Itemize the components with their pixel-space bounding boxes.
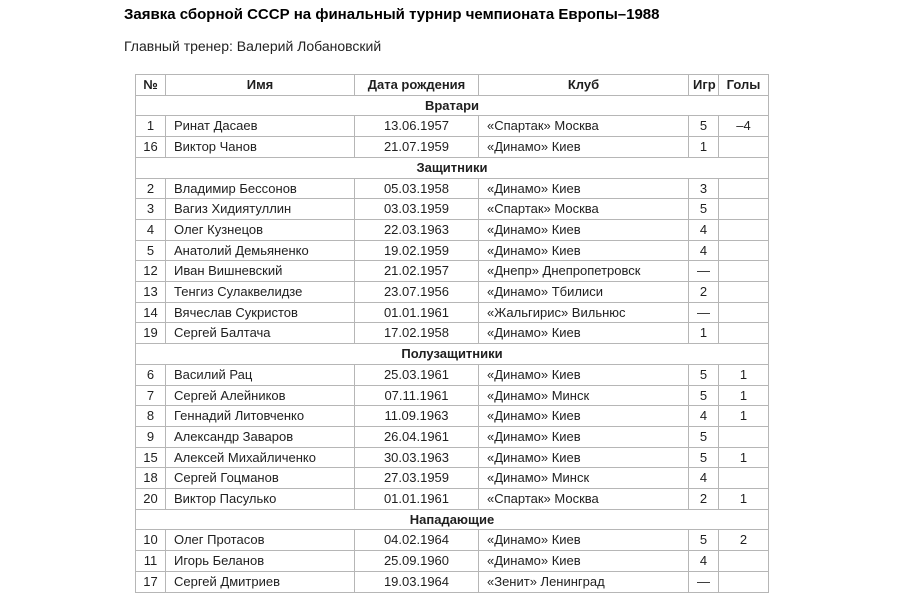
goals-scored [719, 261, 769, 282]
player-name: Виктор Пасулько [166, 489, 355, 510]
section-row [136, 344, 769, 365]
table-row [136, 530, 769, 551]
table-row [136, 219, 769, 240]
club-name: «Динамо» Киев [479, 364, 689, 385]
club-name: «Динамо» Киев [479, 240, 689, 261]
table-row [136, 426, 769, 447]
player-name: Сергей Дмитриев [166, 571, 355, 592]
birth-date: 13.06.1957 [355, 116, 479, 137]
table-row [136, 571, 769, 592]
goals-scored [719, 571, 769, 592]
player-number: 11 [136, 551, 166, 572]
table-row [136, 406, 769, 427]
birth-date: 19.03.1964 [355, 571, 479, 592]
player-name: Геннадий Литовченко [166, 406, 355, 427]
games-played: 2 [689, 282, 719, 303]
birth-date: 21.02.1957 [355, 261, 479, 282]
club-name: «Спартак» Москва [479, 489, 689, 510]
birth-date: 21.07.1959 [355, 137, 479, 158]
table-row [136, 261, 769, 282]
club-name: «Динамо» Киев [479, 426, 689, 447]
goals-scored: 1 [719, 489, 769, 510]
birth-date: 22.03.1963 [355, 219, 479, 240]
player-number: 17 [136, 571, 166, 592]
section-row [136, 157, 769, 178]
player-name: Владимир Бессонов [166, 178, 355, 199]
birth-date: 03.03.1959 [355, 199, 479, 220]
section-title: Нападающие [136, 509, 769, 530]
games-played: 4 [689, 551, 719, 572]
birth-date: 27.03.1959 [355, 468, 479, 489]
games-played: — [689, 302, 719, 323]
games-played: 5 [689, 116, 719, 137]
club-name: «Динамо» Киев [479, 406, 689, 427]
games-played: — [689, 571, 719, 592]
birth-date: 05.03.1958 [355, 178, 479, 199]
goals-scored [719, 468, 769, 489]
table-row [136, 178, 769, 199]
player-number: 19 [136, 323, 166, 344]
player-name: Олег Кузнецов [166, 219, 355, 240]
table-row [136, 447, 769, 468]
birth-date: 25.03.1961 [355, 364, 479, 385]
table-row [136, 199, 769, 220]
club-name: «Жальгирис» Вильнюс [479, 302, 689, 323]
player-name: Анатолий Демьяненко [166, 240, 355, 261]
player-number: 9 [136, 426, 166, 447]
table-row [136, 116, 769, 137]
player-name: Тенгиз Сулаквелидзе [166, 282, 355, 303]
games-played: 5 [689, 426, 719, 447]
section-row [136, 509, 769, 530]
birth-date: 23.07.1956 [355, 282, 479, 303]
birth-date: 17.02.1958 [355, 323, 479, 344]
section-row [136, 95, 769, 116]
games-played: 5 [689, 199, 719, 220]
col-header-games: Игр [689, 75, 719, 96]
player-number: 16 [136, 137, 166, 158]
player-number: 12 [136, 261, 166, 282]
club-name: «Динамо» Киев [479, 219, 689, 240]
games-played: 4 [689, 240, 719, 261]
player-number: 6 [136, 364, 166, 385]
goals-scored: 1 [719, 385, 769, 406]
goals-scored: –4 [719, 116, 769, 137]
col-header-number: № [136, 75, 166, 96]
player-number: 3 [136, 199, 166, 220]
player-number: 7 [136, 385, 166, 406]
birth-date: 19.02.1959 [355, 240, 479, 261]
goals-scored [719, 302, 769, 323]
player-number: 8 [136, 406, 166, 427]
games-played: 5 [689, 530, 719, 551]
club-name: «Динамо» Киев [479, 551, 689, 572]
table-row [136, 240, 769, 261]
player-name: Вагиз Хидиятуллин [166, 199, 355, 220]
player-name: Алексей Михайличенко [166, 447, 355, 468]
birth-date: 07.11.1961 [355, 385, 479, 406]
goals-scored: 1 [719, 447, 769, 468]
goals-scored: 1 [719, 364, 769, 385]
games-played: 1 [689, 137, 719, 158]
goals-scored: 2 [719, 530, 769, 551]
club-name: «Динамо» Минск [479, 468, 689, 489]
player-name: Олег Протасов [166, 530, 355, 551]
goals-scored [719, 219, 769, 240]
goals-scored [719, 282, 769, 303]
club-name: «Динамо» Тбилиси [479, 282, 689, 303]
birth-date: 01.01.1961 [355, 489, 479, 510]
player-name: Сергей Алейников [166, 385, 355, 406]
games-played: 4 [689, 219, 719, 240]
birth-date: 11.09.1963 [355, 406, 479, 427]
club-name: «Динамо» Киев [479, 323, 689, 344]
player-number: 15 [136, 447, 166, 468]
table-row [136, 385, 769, 406]
squad-table [135, 74, 769, 593]
birth-date: 26.04.1961 [355, 426, 479, 447]
player-number: 1 [136, 116, 166, 137]
games-played: — [689, 261, 719, 282]
club-name: «Динамо» Киев [479, 178, 689, 199]
club-name: «Динамо» Киев [479, 137, 689, 158]
table-row [136, 489, 769, 510]
goals-scored [719, 199, 769, 220]
games-played: 1 [689, 323, 719, 344]
goals-scored: 1 [719, 406, 769, 427]
player-number: 14 [136, 302, 166, 323]
player-number: 5 [136, 240, 166, 261]
coach-line: Главный тренер: Валерий Лобановский [124, 38, 382, 54]
games-played: 5 [689, 447, 719, 468]
section-title: Полузащитники [136, 344, 769, 365]
club-name: «Динамо» Киев [479, 530, 689, 551]
birth-date: 25.09.1960 [355, 551, 479, 572]
table-row [136, 364, 769, 385]
table-row [136, 468, 769, 489]
club-name: «Динамо» Минск [479, 385, 689, 406]
club-name: «Днепр» Днепропетровск [479, 261, 689, 282]
player-number: 20 [136, 489, 166, 510]
header-row [136, 75, 769, 96]
col-header-name: Имя [166, 75, 355, 96]
games-played: 3 [689, 178, 719, 199]
birth-date: 30.03.1963 [355, 447, 479, 468]
player-number: 13 [136, 282, 166, 303]
player-name: Ринат Дасаев [166, 116, 355, 137]
games-played: 4 [689, 468, 719, 489]
goals-scored [719, 178, 769, 199]
player-number: 18 [136, 468, 166, 489]
roster-body [136, 95, 769, 592]
table-row [136, 323, 769, 344]
birth-date: 01.01.1961 [355, 302, 479, 323]
club-name: «Динамо» Киев [479, 447, 689, 468]
col-header-club: Клуб [479, 75, 689, 96]
col-header-goals: Голы [719, 75, 769, 96]
table-row [136, 282, 769, 303]
player-name: Вячеслав Сукристов [166, 302, 355, 323]
col-header-birthdate: Дата рождения [355, 75, 479, 96]
goals-scored [719, 551, 769, 572]
games-played: 2 [689, 489, 719, 510]
table-row [136, 137, 769, 158]
games-played: 5 [689, 385, 719, 406]
table-row [136, 551, 769, 572]
club-name: «Спартак» Москва [479, 199, 689, 220]
goals-scored [719, 137, 769, 158]
section-title: Вратари [136, 95, 769, 116]
club-name: «Зенит» Ленинград [479, 571, 689, 592]
player-name: Василий Рац [166, 364, 355, 385]
player-number: 2 [136, 178, 166, 199]
games-played: 5 [689, 364, 719, 385]
player-number: 4 [136, 219, 166, 240]
player-name: Игорь Беланов [166, 551, 355, 572]
section-title: Защитники [136, 157, 769, 178]
player-name: Сергей Гоцманов [166, 468, 355, 489]
player-number: 10 [136, 530, 166, 551]
birth-date: 04.02.1964 [355, 530, 479, 551]
player-name: Иван Вишневский [166, 261, 355, 282]
player-name: Сергей Балтача [166, 323, 355, 344]
games-played: 4 [689, 406, 719, 427]
table-row [136, 302, 769, 323]
goals-scored [719, 426, 769, 447]
player-name: Виктор Чанов [166, 137, 355, 158]
goals-scored [719, 240, 769, 261]
club-name: «Спартак» Москва [479, 116, 689, 137]
page-title: Заявка сборной СССР на финальный турнир чемпионата Европы–1988 [124, 6, 660, 23]
player-name: Александр Заваров [166, 426, 355, 447]
goals-scored [719, 323, 769, 344]
